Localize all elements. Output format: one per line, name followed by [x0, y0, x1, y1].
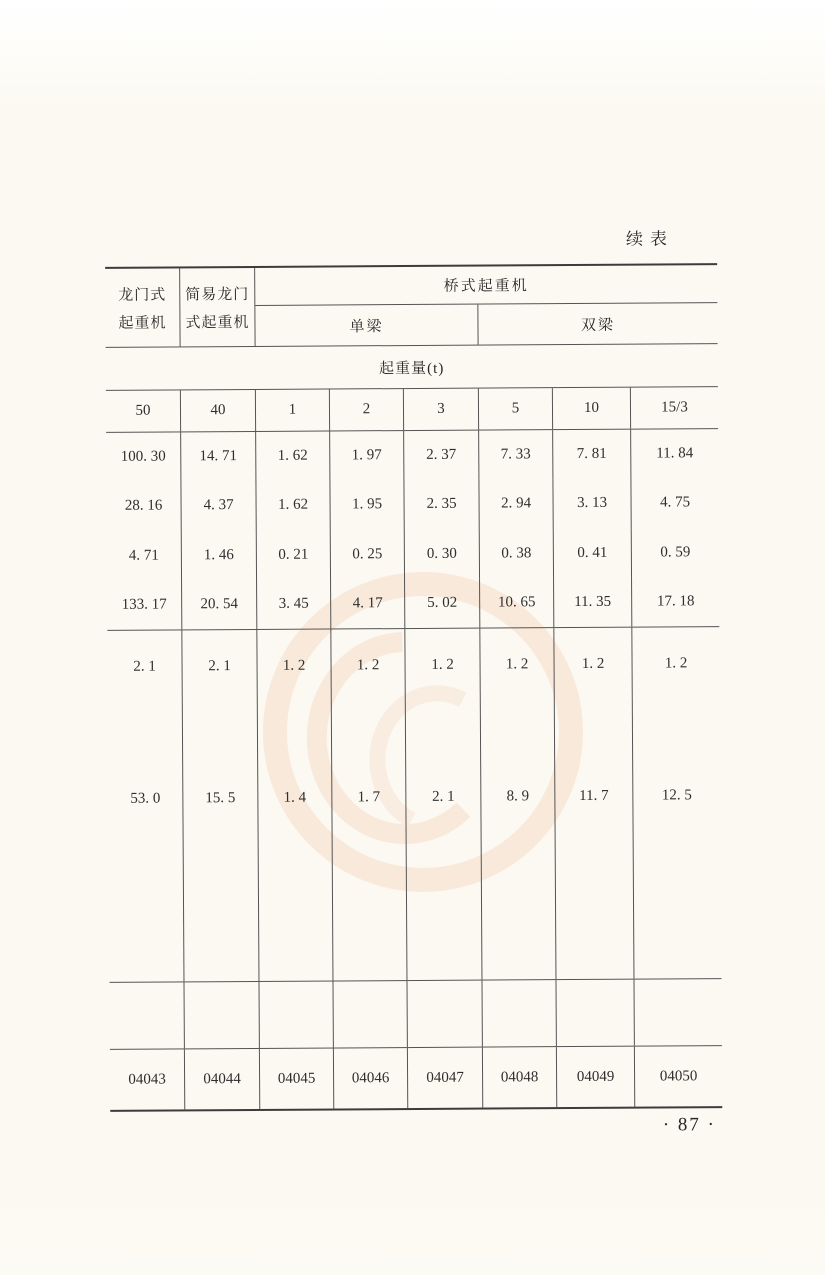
table-cell: 28. 16 — [106, 482, 181, 532]
table-cell: 1. 2 — [480, 628, 554, 700]
table-header-block — [105, 265, 717, 347]
empty-cell — [407, 981, 482, 1047]
table-cell: 7. 81 — [553, 430, 631, 480]
code-cell: 04048 — [483, 1047, 557, 1107]
table-cell: 0. 59 — [660, 543, 691, 561]
table-cell: 10. 65 — [480, 578, 554, 628]
empty-cell — [333, 981, 407, 1047]
table-cell: 4. 37 — [181, 481, 256, 531]
table-cell: 1. 97 — [330, 431, 404, 481]
header-single-girder: 单梁 — [255, 305, 478, 346]
header-girder-row — [255, 303, 717, 346]
header-gantry-crane — [105, 268, 180, 346]
table-cell: 1. 62 — [256, 481, 330, 531]
header-simple-gantry-crane — [180, 268, 255, 346]
table-cell: 2. 1 — [406, 701, 483, 980]
table-cell: 2. 1 — [107, 630, 182, 702]
table-cell: 1. 2 — [554, 628, 632, 700]
crane-shipment-table — [105, 263, 722, 1112]
capacity-value-cell: 5 — [479, 388, 553, 429]
table-cell: 2. 1 — [182, 630, 257, 702]
table-cell: 0. 38 — [480, 529, 554, 579]
table-cell: 11. 7 — [555, 700, 635, 979]
table-cell: 1. 7 — [332, 701, 408, 980]
capacity-value-cell: 3 — [404, 389, 479, 430]
code-cell: 04045 — [260, 1048, 334, 1108]
header-bridge-crane: 桥式起重机 — [255, 265, 717, 306]
table-cell: 133. 17 — [107, 580, 182, 630]
table-cell: 1. 2 — [664, 654, 688, 671]
header-bridge-crane-group — [255, 265, 717, 346]
header-simple-gantry-line1: 简易龙门 — [185, 286, 250, 303]
table-cell: 0. 21 — [257, 530, 331, 580]
capacity-value-row — [106, 386, 718, 432]
empty-cell — [184, 982, 259, 1048]
table-cell: 1. 62 — [256, 432, 330, 482]
data-block-1 — [106, 428, 719, 630]
table-cell: 1. 46 — [182, 530, 257, 580]
continued-table-label: 续表 — [625, 229, 675, 249]
table-cell: 12. 5 — [661, 787, 692, 804]
code-cell: 04050 — [659, 1067, 698, 1084]
table-cell: 5. 02 — [405, 578, 480, 628]
table-cell: 1. 2 — [405, 629, 480, 701]
code-row — [110, 1045, 722, 1110]
capacity-value-cell: 15/3 — [661, 399, 688, 416]
capacity-value-cell: 40 — [181, 390, 256, 431]
table-cell: 2. 35 — [404, 480, 479, 530]
capacity-value-cell: 1 — [256, 390, 330, 431]
table-cell: 0. 25 — [331, 530, 405, 580]
empty-cell — [634, 979, 721, 1046]
table-cell: 3. 13 — [553, 479, 631, 529]
header-gantry-line2: 起重机 — [118, 314, 167, 332]
code-cell: 04049 — [557, 1047, 635, 1107]
table-cell: 4. 71 — [107, 531, 182, 581]
empty-cell — [482, 980, 556, 1046]
header-gantry-line1: 龙门式 — [118, 286, 167, 304]
table-cell: 0. 30 — [405, 529, 480, 579]
table-cell: 2. 37 — [404, 431, 479, 481]
header-double-girder: 双梁 — [580, 317, 616, 334]
table-cell: 15. 5 — [183, 702, 260, 981]
table-cell: 1. 2 — [257, 629, 331, 701]
code-cell: 04047 — [408, 1048, 483, 1108]
table-cell: 0. 41 — [554, 528, 632, 578]
table-cell: 1. 4 — [258, 701, 334, 980]
empty-row — [109, 978, 721, 1049]
table-cell: 11. 84 — [656, 445, 694, 462]
table-cell: 100. 30 — [106, 432, 181, 482]
empty-cell — [259, 981, 333, 1047]
empty-cell — [556, 980, 634, 1046]
table-cell: 7. 33 — [479, 430, 553, 480]
capacity-value-cell: 10 — [553, 388, 631, 429]
code-cell: 04043 — [110, 1049, 185, 1109]
table-cell: 3. 45 — [257, 579, 331, 629]
table-cell: 20. 54 — [182, 580, 257, 630]
table-cell: 53. 0 — [108, 702, 185, 981]
table-cell: 2. 94 — [479, 479, 553, 529]
code-cell: 04046 — [334, 1048, 408, 1108]
table-cell: 8. 9 — [481, 700, 557, 979]
table-cell: 1. 2 — [331, 629, 405, 701]
empty-cell — [109, 982, 184, 1048]
capacity-value-cell: 2 — [330, 389, 404, 430]
data-block-2 — [107, 626, 721, 982]
code-cell: 04044 — [185, 1049, 260, 1109]
capacity-label: 起重量(t) — [106, 343, 718, 390]
table-cell: 11. 35 — [554, 577, 632, 627]
table-cell: 1. 95 — [330, 480, 404, 530]
table-cell: 4. 75 — [660, 494, 691, 511]
table-cell: 14. 71 — [181, 432, 256, 482]
table-cell: 4. 17 — [331, 579, 405, 629]
table-cell: 17. 18 — [656, 593, 695, 610]
header-simple-gantry-line2: 式起重机 — [185, 314, 250, 331]
page-number: · 87 · — [662, 1114, 717, 1136]
capacity-value-cell: 50 — [106, 390, 181, 431]
